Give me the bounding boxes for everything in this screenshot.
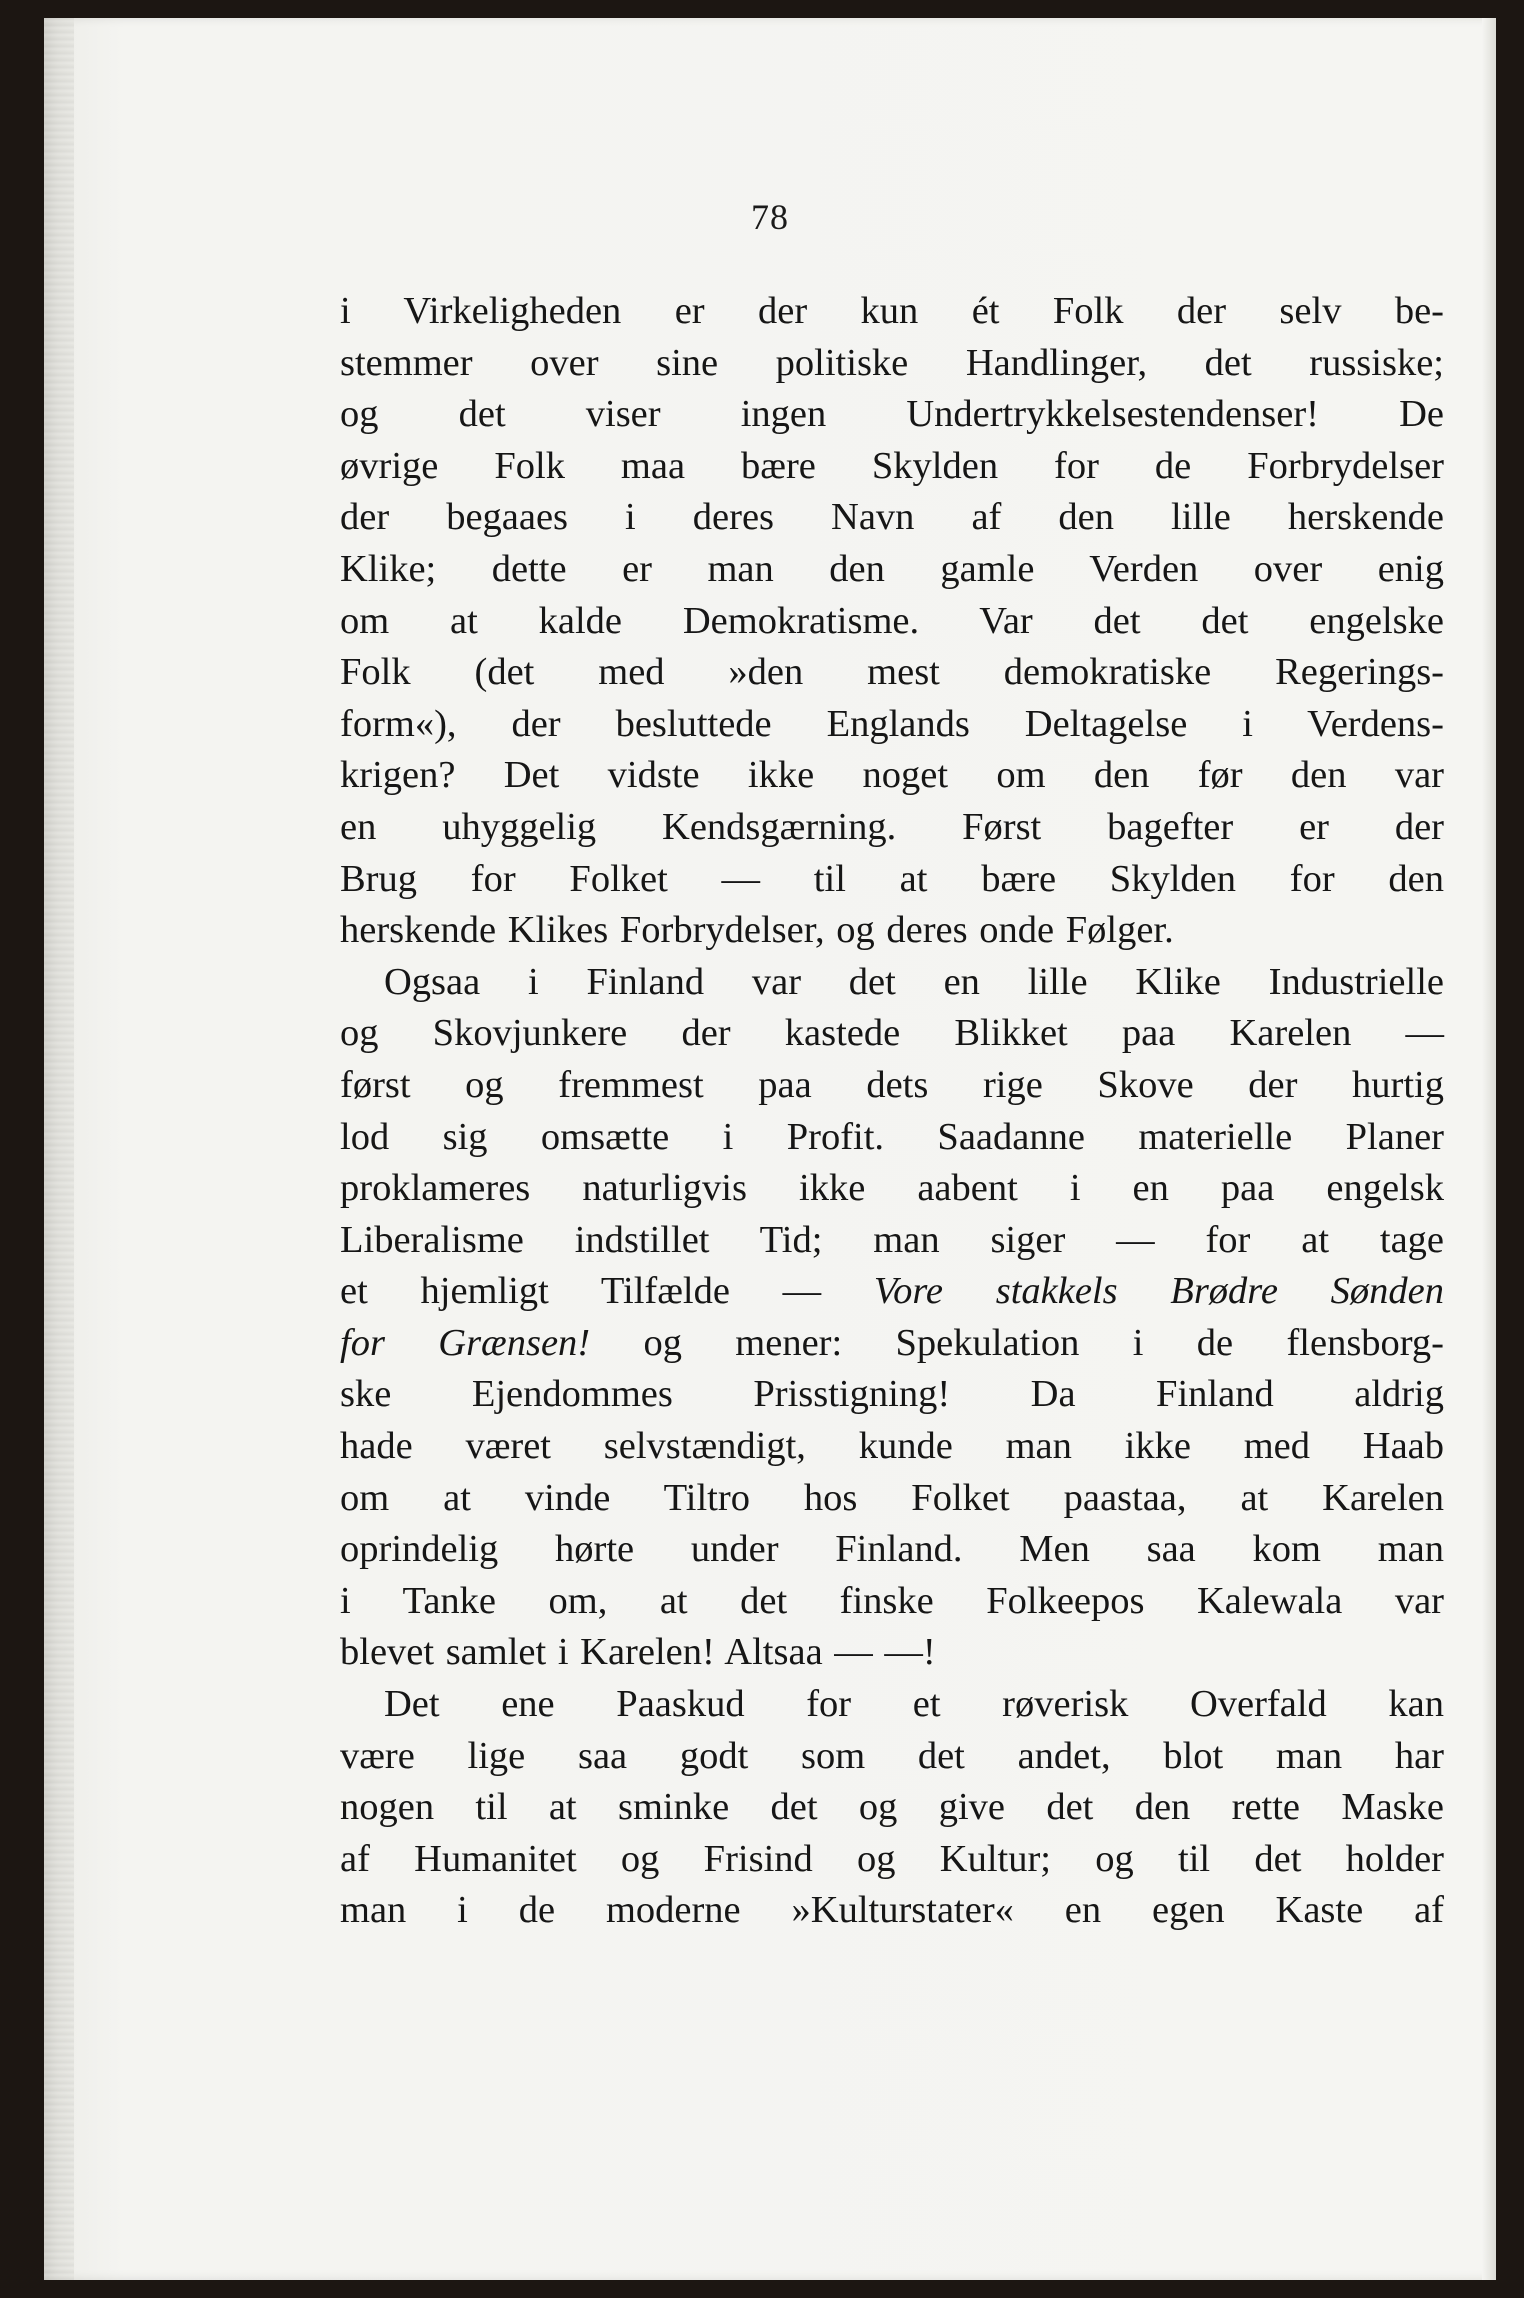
text-line: stemmer over sine politiske Handlinger, det russiske; <box>340 341 1444 384</box>
text-line: oprindelig hørte under Finland. Men saa kom man <box>340 1528 1444 1571</box>
text-line: Klike; dette er man den gamle Verden over enig <box>340 547 1444 590</box>
text-line: der begaaes i deres Navn af den lille herskende <box>340 496 1444 539</box>
text-line: lod sig omsætte i Profit. Saadanne materielle Planer <box>340 1115 1444 1158</box>
paper-page <box>44 18 1496 2280</box>
text-line: være lige saa godt som det andet, blot man har <box>340 1734 1444 1777</box>
text-line: Brug for Folket — til at bære Skylden for den <box>340 857 1444 900</box>
text-line: proklameres naturligvis ikke aabent i en paa engelsk <box>340 1167 1444 1210</box>
page-edge <box>1482 18 1496 2280</box>
text-line: Det ene Paaskud for et røverisk Overfald kan <box>384 1683 1444 1726</box>
text-line: Liberalisme indstillet Tid; man siger — for at tage <box>340 1218 1444 1261</box>
italic-text: Vore stakkels Brødre Sønden <box>873 1270 1444 1313</box>
text-line: og Skovjunkere der kastede Blikket paa Karelen — <box>340 1012 1444 1055</box>
italic-text: for Grænsen! <box>340 1321 591 1364</box>
text-line: man i de moderne »Kulturstater« en egen Kaste af <box>340 1889 1444 1932</box>
text-line: krigen? Det vidste ikke noget om den før den var <box>340 754 1444 797</box>
text-line: om at vinde Tiltro hos Folket paastaa, at Karelen <box>340 1476 1444 1519</box>
binding-gutter <box>44 18 74 2280</box>
text-line: ske Ejendommes Prisstigning! Da Finland aldrig <box>340 1373 1444 1416</box>
text-line: øvrige Folk maa bære Skylden for de Forbrydelser <box>340 444 1444 487</box>
page-number: 78 <box>751 197 789 237</box>
text-line: Ogsaa i Finland var det en lille Klike Industrielle <box>384 960 1444 1003</box>
text-line: af Humanitet og Frisind og Kultur; og til det holder <box>340 1837 1444 1880</box>
text-line: om at kalde Demokratisme. Var det det engelske <box>340 599 1444 642</box>
text-line: i Tanke om, at det finske Folkeepos Kalewala var <box>340 1579 1444 1622</box>
text-span: og mener: Spekulation i de flensborg- <box>590 1321 1444 1364</box>
text-line: blevet samlet i Karelen! Altsaa — —! <box>340 1631 936 1674</box>
text-line: nogen til at sminke det og give det den rette Maske <box>340 1786 1444 1829</box>
text-line: form«), der besluttede Englands Deltagelse i Verdens- <box>340 702 1444 745</box>
text-line: hade været selvstændigt, kunde man ikke med Haab <box>340 1425 1444 1468</box>
text-line: herskende Klikes Forbrydelser, og deres onde Følger. <box>340 909 1174 952</box>
text-line <box>340 1318 1444 1370</box>
body-text <box>340 286 1444 1937</box>
text-line: Folk (det med »den mest demokratiske Regerings- <box>340 651 1444 694</box>
text-line: en uhyggelig Kendsgærning. Først bagefter er der <box>340 805 1444 848</box>
text-span: et hjemligt Tilfælde — <box>340 1270 874 1313</box>
text-line <box>340 1266 1444 1318</box>
text-line: først og fremmest paa dets rige Skove der hurtig <box>340 1063 1444 1106</box>
text-line: og det viser ingen Undertrykkelsestendenser! De <box>340 393 1444 436</box>
text-line: i Virkeligheden er der kun ét Folk der selv be- <box>340 290 1444 332</box>
